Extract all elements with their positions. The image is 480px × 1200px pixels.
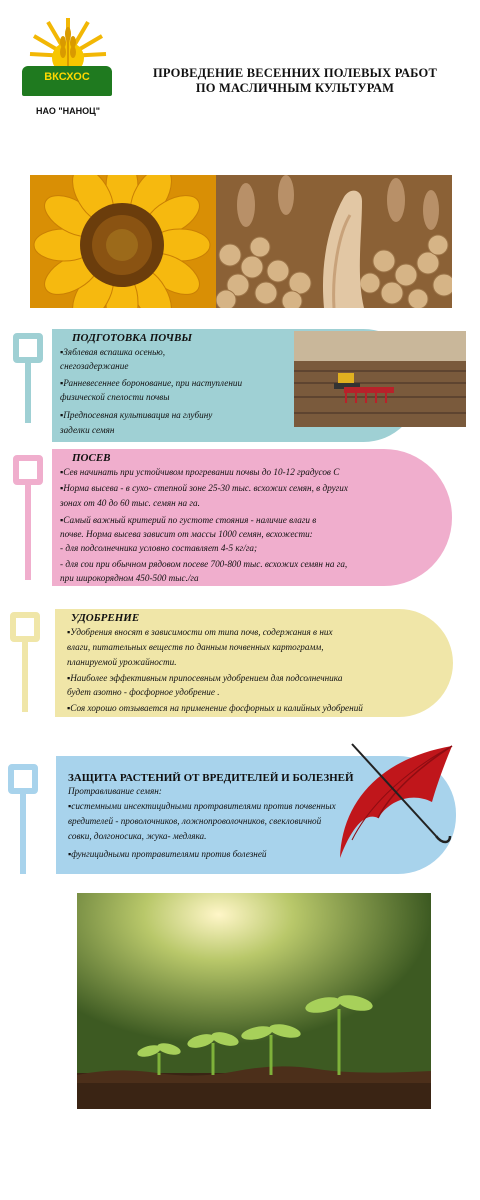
page-title (130, 66, 460, 96)
protection-line: совки, долгоносика, жука- медляка. (68, 831, 207, 841)
umbrella-icon (332, 740, 457, 858)
fertilizer-title: УДОБРЕНИЕ (71, 612, 140, 624)
soil-line: ▪Зяблевая вспашка осенью, (60, 347, 166, 357)
soil-line: ▪Предпосевная культивация на глубину (60, 410, 213, 420)
fertilizer-line: ▪Соя хорошо отзывается на применение фосфорных и калийных удобрений (67, 703, 363, 713)
sowing-line: почве. Норма высева зависит от массы 1000 семян, всхожести: (60, 529, 313, 539)
soil-line: ▪Ранневесеннее боронование, при наступлении (60, 378, 243, 388)
sunflower-photo (30, 175, 216, 308)
hero-photos (30, 175, 452, 308)
protection-pin-icon (8, 764, 38, 874)
sowing-line: ▪Самый важный критерий по густоте стояния - наличие влаги в (60, 515, 317, 525)
title-line-2: ПО МАСЛИЧНЫМ КУЛЬТУРАМ (195, 81, 395, 95)
sowing-line: ▪Норма высева - в сухо- степной зоне 25-30 тыс. всхожих семян, в других (60, 483, 348, 493)
sprouts-image (77, 893, 431, 1109)
soil-line: снегозадержание (60, 361, 129, 371)
logo (18, 16, 118, 116)
protection-line: Протравливание семян: (68, 786, 162, 796)
sowing-title: ПОСЕВ (72, 452, 111, 464)
fertilizer-card (55, 609, 453, 717)
soil-pin-icon (13, 333, 43, 423)
fertilizer-line: будет азотно - фосфорное удобрение . (67, 687, 220, 697)
soybean-image (216, 175, 452, 308)
sowing-pin-icon (13, 455, 43, 580)
soil-line: заделки семян (60, 425, 115, 435)
tractor-field-photo (294, 331, 466, 427)
sowing-line: зонах от 40 до 60 тыс. семян на га. (60, 498, 200, 508)
sowing-line: при широкорядном 450-500 тыс./га (60, 573, 199, 583)
sunflower-image (30, 175, 216, 308)
fertilizer-line: влаги, питательных веществ по данным почвенных картограмм, (67, 642, 324, 652)
soil-title: ПОДГОТОВКА ПОЧВЫ (72, 332, 193, 344)
protection-title: ЗАЩИТА РАСТЕНИЙ ОТ ВРЕДИТЕЛЕЙ И БОЛЕЗНЕЙ (68, 772, 354, 784)
soybean-photo (216, 175, 452, 308)
sprouts-photo (77, 893, 431, 1109)
sowing-line: - для подсолнечника условно составляет 4-5 кг/га; (60, 543, 258, 553)
sowing-line: - для сои при обычном рядовом посеве 700-800 тыс. всхожих семян на га, (60, 559, 348, 569)
fertilizer-line: ▪Удобрения вносят в зависимости от типа почв, содержания в них (67, 627, 333, 637)
sowing-card (52, 449, 452, 586)
sowing-line: ▪Сев начинать при устойчивом прогревании почвы до 10-12 градусов С (60, 467, 340, 477)
organization-name: НАО "НАНОЦ" (36, 106, 100, 116)
fertilizer-pin-icon (10, 612, 40, 712)
title-line-1: ПРОВЕДЕНИЕ ВЕСЕННИХ ПОЛЕВЫХ РАБОТ (152, 66, 438, 80)
soil-line: физической спелости почвы (60, 392, 170, 402)
protection-line: ▪фунгицидными протравителями против болезней (68, 849, 267, 859)
protection-line: вредителей - проволочников, ложнопроволочников, свекловичной (68, 816, 322, 826)
protection-line: ▪системными инсектицидными протравителями против почвенных (68, 801, 336, 811)
logo-abbreviation: ВКСХОС (44, 71, 90, 83)
fertilizer-line: планируемой урожайности. (67, 657, 177, 667)
fertilizer-line: ▪Наиболее эффективным припосевным удобрением для подсолнечника (67, 673, 343, 683)
tractor-field-image (294, 331, 466, 427)
